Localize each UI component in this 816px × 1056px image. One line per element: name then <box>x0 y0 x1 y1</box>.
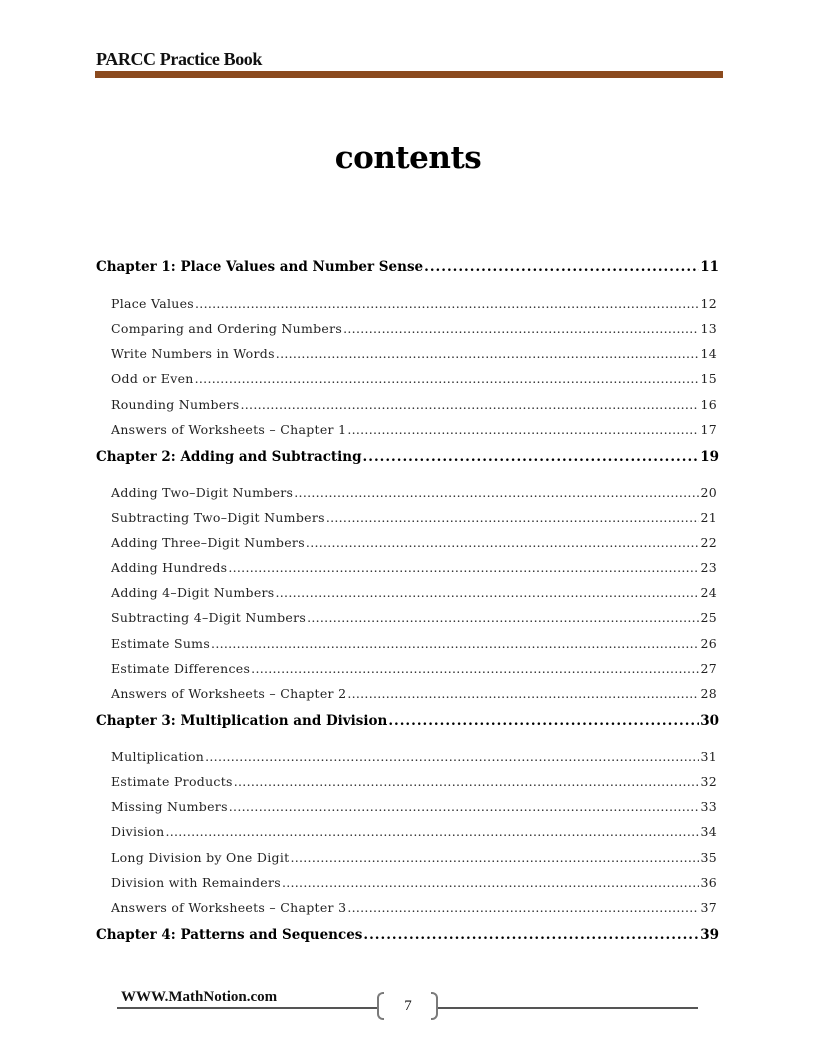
toc-entry[interactable] <box>111 875 717 890</box>
toc-entry[interactable] <box>111 397 717 412</box>
toc-entry-label: Division with Remainders <box>111 875 281 890</box>
toc-chapter-2[interactable] <box>96 449 719 465</box>
toc-entry-label: Adding Two–Digit Numbers <box>111 485 294 500</box>
toc-entry-label: Estimate Sums <box>111 636 211 651</box>
toc-leader-dots <box>347 686 699 701</box>
toc-entry[interactable] <box>111 636 717 651</box>
toc-entry[interactable] <box>111 510 717 525</box>
toc-page-number: 35 <box>700 850 717 865</box>
toc-leader-dots <box>388 713 699 729</box>
toc-page-number: 12 <box>700 296 717 311</box>
toc-entry[interactable] <box>111 422 717 437</box>
toc-leader-dots <box>363 927 699 943</box>
toc-page-number: 19 <box>700 449 719 465</box>
toc-entry-label: Estimate Differences <box>111 661 251 676</box>
toc-leader-dots <box>290 850 699 865</box>
toc-entry-label: Long Division by One Digit <box>111 850 290 865</box>
toc-leader-dots <box>343 321 699 336</box>
toc-leader-dots <box>195 296 699 311</box>
toc-entry[interactable] <box>111 321 717 336</box>
toc-page-number: 36 <box>700 875 717 890</box>
toc-leader-dots <box>205 749 699 764</box>
toc-leader-dots <box>229 799 700 814</box>
page-number: 7 <box>404 998 412 1014</box>
toc-leader-dots <box>347 422 699 437</box>
toc-leader-dots <box>228 560 699 575</box>
toc-chapter-label: Chapter 3: Multiplication and Division <box>96 713 388 729</box>
toc-entry[interactable] <box>111 686 717 701</box>
toc-entry[interactable] <box>111 661 717 676</box>
toc-entry[interactable] <box>111 774 717 789</box>
toc-page-number: 21 <box>700 510 717 525</box>
toc-page-number: 31 <box>700 749 717 764</box>
toc-entry[interactable] <box>111 485 717 500</box>
toc-entry[interactable] <box>111 560 717 575</box>
toc-leader-dots <box>363 449 700 465</box>
toc-leader-dots <box>282 875 700 890</box>
toc-entry[interactable] <box>111 296 717 311</box>
toc-entry-label: Answers of Worksheets – Chapter 2 <box>111 686 347 701</box>
toc-entry-label: Answers of Worksheets – Chapter 1 <box>111 422 347 437</box>
toc-entry-label: Adding Hundreds <box>111 560 228 575</box>
toc-entry-label: Write Numbers in Words <box>111 346 275 361</box>
toc-page-number: 22 <box>700 535 717 550</box>
toc-entry-label: Division <box>111 824 165 839</box>
toc-chapter-1[interactable] <box>96 259 719 275</box>
toc-entry[interactable] <box>111 799 717 814</box>
toc-entry[interactable] <box>111 850 717 865</box>
toc-leader-dots <box>276 346 700 361</box>
toc-leader-dots <box>326 510 700 525</box>
toc-page-number: 13 <box>700 321 717 336</box>
toc-leader-dots <box>195 371 700 386</box>
toc-entry-label: Answers of Worksheets – Chapter 3 <box>111 900 347 915</box>
footer-website: WWW.MathNotion.com <box>121 989 278 1005</box>
toc-entry-label: Subtracting Two–Digit Numbers <box>111 510 325 525</box>
toc-chapter-label: Chapter 2: Adding and Subtracting <box>96 449 362 465</box>
toc-chapter-3[interactable] <box>96 713 719 729</box>
toc-entry[interactable] <box>111 749 717 764</box>
left-brace-icon <box>377 992 384 1020</box>
right-brace-icon <box>431 992 438 1020</box>
toc-page-number: 16 <box>700 397 717 412</box>
toc-entry-label: Place Values <box>111 296 195 311</box>
footer-divider-left <box>117 1007 378 1009</box>
toc-entry[interactable] <box>111 900 717 915</box>
toc-page-number: 28 <box>700 686 717 701</box>
toc-entry[interactable] <box>111 371 717 386</box>
toc-leader-dots <box>306 535 700 550</box>
toc-leader-dots <box>294 485 699 500</box>
toc-entry-label: Comparing and Ordering Numbers <box>111 321 343 336</box>
footer-divider-right <box>438 1007 698 1009</box>
toc-entry[interactable] <box>111 585 717 600</box>
toc-page-number: 11 <box>700 259 719 275</box>
toc-entry-label: Adding Three–Digit Numbers <box>111 535 305 550</box>
toc-leader-dots <box>276 585 700 600</box>
toc-entry-label: Rounding Numbers <box>111 397 240 412</box>
toc-entry-label: Missing Numbers <box>111 799 228 814</box>
toc-entry-label: Subtracting 4–Digit Numbers <box>111 610 307 625</box>
toc-entry-label: Estimate Products <box>111 774 233 789</box>
toc-page-number: 20 <box>700 485 717 500</box>
toc-entry[interactable] <box>111 824 717 839</box>
toc-leader-dots <box>241 397 700 412</box>
toc-page-number: 25 <box>700 610 717 625</box>
toc-page-number: 26 <box>700 636 717 651</box>
toc-leader-dots <box>234 774 700 789</box>
toc-entry-label: Adding 4–Digit Numbers <box>111 585 275 600</box>
toc-page-number: 39 <box>700 927 719 943</box>
toc-entry[interactable] <box>111 346 717 361</box>
toc-leader-dots <box>347 900 699 915</box>
toc-page-number: 23 <box>700 560 717 575</box>
toc-leader-dots <box>211 636 699 651</box>
toc-page-number: 32 <box>700 774 717 789</box>
toc-chapter-label: Chapter 4: Patterns and Sequences <box>96 927 363 943</box>
toc-entry[interactable] <box>111 535 717 550</box>
toc-page-number: 30 <box>700 713 719 729</box>
toc-page-number: 17 <box>700 422 717 437</box>
toc-leader-dots <box>424 259 699 275</box>
toc-entry-label: Multiplication <box>111 749 205 764</box>
toc-entry[interactable] <box>111 610 717 625</box>
toc-page-number: 37 <box>700 900 717 915</box>
toc-leader-dots <box>165 824 699 839</box>
toc-leader-dots <box>307 610 699 625</box>
toc-page-number: 33 <box>700 799 717 814</box>
toc-page-number: 27 <box>700 661 717 676</box>
page-title: contents <box>334 140 482 176</box>
toc-page-number: 14 <box>700 346 717 361</box>
toc-leader-dots <box>251 661 699 676</box>
header-divider <box>95 71 723 78</box>
toc-page-number: 15 <box>700 371 717 386</box>
toc-chapter-4[interactable] <box>96 927 719 943</box>
book-title: PARCC Practice Book <box>96 49 263 69</box>
toc-page-number: 24 <box>700 585 717 600</box>
toc-page-number: 34 <box>700 824 717 839</box>
toc-entry-label: Odd or Even <box>111 371 194 386</box>
toc-chapter-label: Chapter 1: Place Values and Number Sense <box>96 259 424 275</box>
